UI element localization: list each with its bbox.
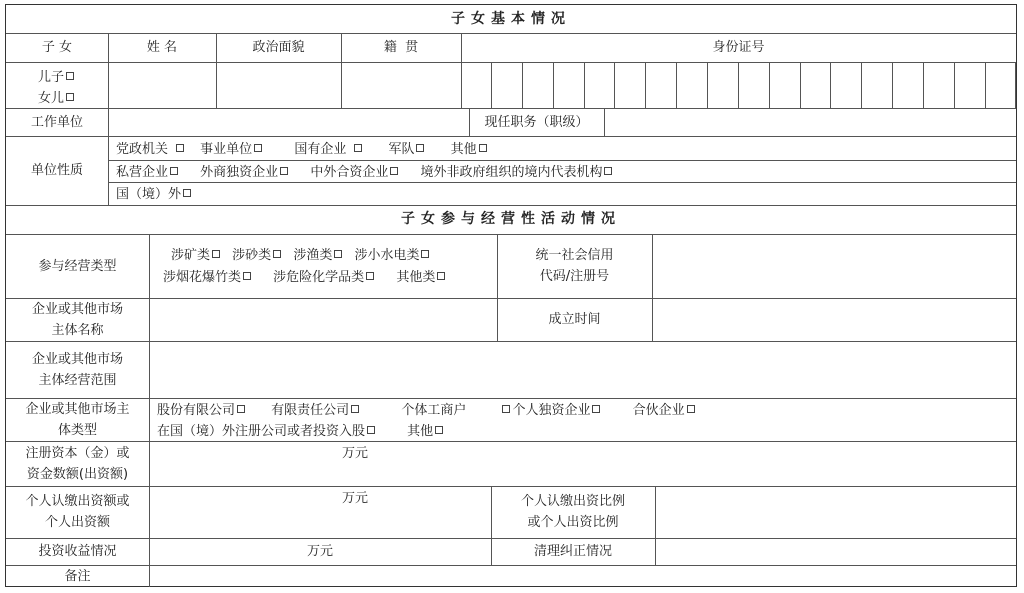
option-individual-business[interactable]: 个体工商户	[401, 403, 467, 418]
row-divider	[6, 341, 1016, 342]
id-digit-divider	[584, 62, 585, 108]
row-divider	[6, 136, 1016, 137]
personal-contribution-unit: 万元	[342, 491, 369, 506]
established-date-label: 成立时间	[548, 312, 601, 327]
header-child: 子 女	[41, 40, 73, 55]
option-foreign-owned[interactable]: 外商独资企业	[200, 165, 290, 180]
id-digit-divider	[861, 62, 862, 108]
row-divider	[6, 398, 1016, 399]
option-mining[interactable]: 涉矿类	[171, 248, 222, 263]
section-title-basic: 子女基本情况	[451, 10, 571, 27]
option-public-institution[interactable]: 事业单位	[200, 142, 264, 157]
investment-income-label: 投资收益情况	[38, 544, 117, 559]
option-other-type[interactable]: 其他类	[396, 270, 447, 285]
header-native: 籍 贯	[383, 40, 419, 55]
unit-options-line1	[116, 139, 1006, 160]
option-hydropower[interactable]: 涉小水电类	[354, 248, 431, 263]
remarks-label: 备注	[64, 568, 91, 584]
work-unit-label: 工作单位	[30, 114, 83, 130]
position-label: 现任职务（职级）	[484, 114, 589, 130]
section-title-business: 子女参与经营性活动情况	[401, 211, 621, 227]
col-divider	[108, 108, 109, 136]
option-other-entity[interactable]: 其他	[407, 424, 445, 439]
id-digit-divider	[553, 62, 554, 108]
child-info-form	[5, 4, 1017, 587]
header-id-number: 身份证号	[712, 40, 765, 55]
credit-code-label: 统一社会信用 代码/注册号	[535, 248, 614, 284]
id-digit-divider	[522, 62, 523, 108]
entity-name-label: 企业或其他市场 主体名称	[31, 301, 123, 338]
business-scope-label: 企业或其他市场 主体经营范围	[31, 351, 123, 388]
col-divider	[652, 234, 653, 341]
son-checkbox[interactable]	[66, 72, 74, 80]
daughter-checkbox[interactable]	[66, 93, 74, 101]
personal-contribution-label: 个人认缴出资额或 个人出资额	[25, 494, 130, 530]
id-digit-divider	[676, 62, 677, 108]
id-digit-divider	[923, 62, 924, 108]
registered-capital-label: 注册资本（金）或 资金数额(出资额)	[25, 445, 130, 482]
option-fireworks[interactable]: 涉烟花爆竹类	[163, 270, 253, 285]
option-party-government[interactable]: 党政机关	[116, 142, 186, 157]
option-joint-venture[interactable]: 中外合资企业	[310, 165, 400, 180]
entity-type-label: 企业或其他市场主 体类型	[25, 401, 130, 438]
col-divider	[604, 108, 605, 136]
registered-capital-unit: 万元	[342, 446, 369, 461]
row-divider	[6, 62, 1016, 63]
id-digit-divider	[491, 62, 492, 108]
unit-nature-label: 单位性质	[30, 163, 83, 178]
option-overseas[interactable]: 国（境）外	[116, 187, 193, 202]
option-chemicals[interactable]: 涉危险化学品类	[273, 270, 376, 285]
id-digit-divider	[1015, 62, 1016, 108]
row-divider	[108, 160, 1016, 161]
option-joint-stock[interactable]: 股份有限公司	[157, 403, 247, 418]
option-foreign-ngo[interactable]: 境外非政府组织的境内代表机构	[420, 165, 614, 180]
option-private[interactable]: 私营企业	[116, 165, 180, 180]
col-divider	[108, 136, 109, 205]
option-overseas-registered[interactable]: 在国（境）外注册公司或者投资入股	[157, 424, 377, 439]
option-fishery[interactable]: 涉渔类	[293, 248, 344, 263]
col-divider	[655, 486, 656, 565]
row-divider	[6, 565, 1016, 566]
id-digit-divider	[830, 62, 831, 108]
id-digit-divider	[954, 62, 955, 108]
id-digit-divider	[892, 62, 893, 108]
daughter-label: 女儿	[38, 91, 65, 106]
header-name: 姓 名	[146, 40, 178, 55]
unit-options-line3	[116, 184, 1006, 205]
option-sand[interactable]: 涉砂类	[232, 248, 283, 263]
id-digit-divider	[738, 62, 739, 108]
id-digit-divider	[707, 62, 708, 108]
business-options-line1	[171, 245, 497, 266]
id-digit-divider	[614, 62, 615, 108]
option-state-owned[interactable]: 国有企业	[294, 142, 364, 157]
business-options-line2	[163, 267, 497, 288]
id-digit-divider	[985, 62, 986, 108]
id-digit-divider	[645, 62, 646, 108]
son-daughter-cell	[38, 67, 108, 107]
option-partnership[interactable]: 合伙企业	[633, 403, 697, 418]
id-digit-divider	[800, 62, 801, 108]
option-military[interactable]: 军队	[388, 142, 426, 157]
option-other[interactable]: 其他	[451, 142, 489, 157]
investment-income-unit: 万元	[306, 544, 333, 559]
rectification-label: 清理纠正情况	[533, 544, 612, 559]
header-political: 政治面貌	[252, 40, 305, 55]
id-digit-divider	[769, 62, 770, 108]
col-divider	[149, 565, 150, 587]
son-label: 儿子	[38, 70, 65, 85]
business-type-label: 参与经营类型	[38, 258, 117, 274]
col-divider	[149, 234, 150, 565]
unit-options-line2	[116, 162, 1006, 183]
contribution-ratio-label: 个人认缴出资比例 或个人出资比例	[520, 494, 625, 530]
option-limited-liability[interactable]: 有限责任公司	[271, 403, 361, 418]
option-sole-proprietorship[interactable]: 个人独资企业	[500, 403, 602, 418]
entity-options-line2	[157, 421, 1007, 442]
entity-options-line1	[157, 400, 1007, 421]
